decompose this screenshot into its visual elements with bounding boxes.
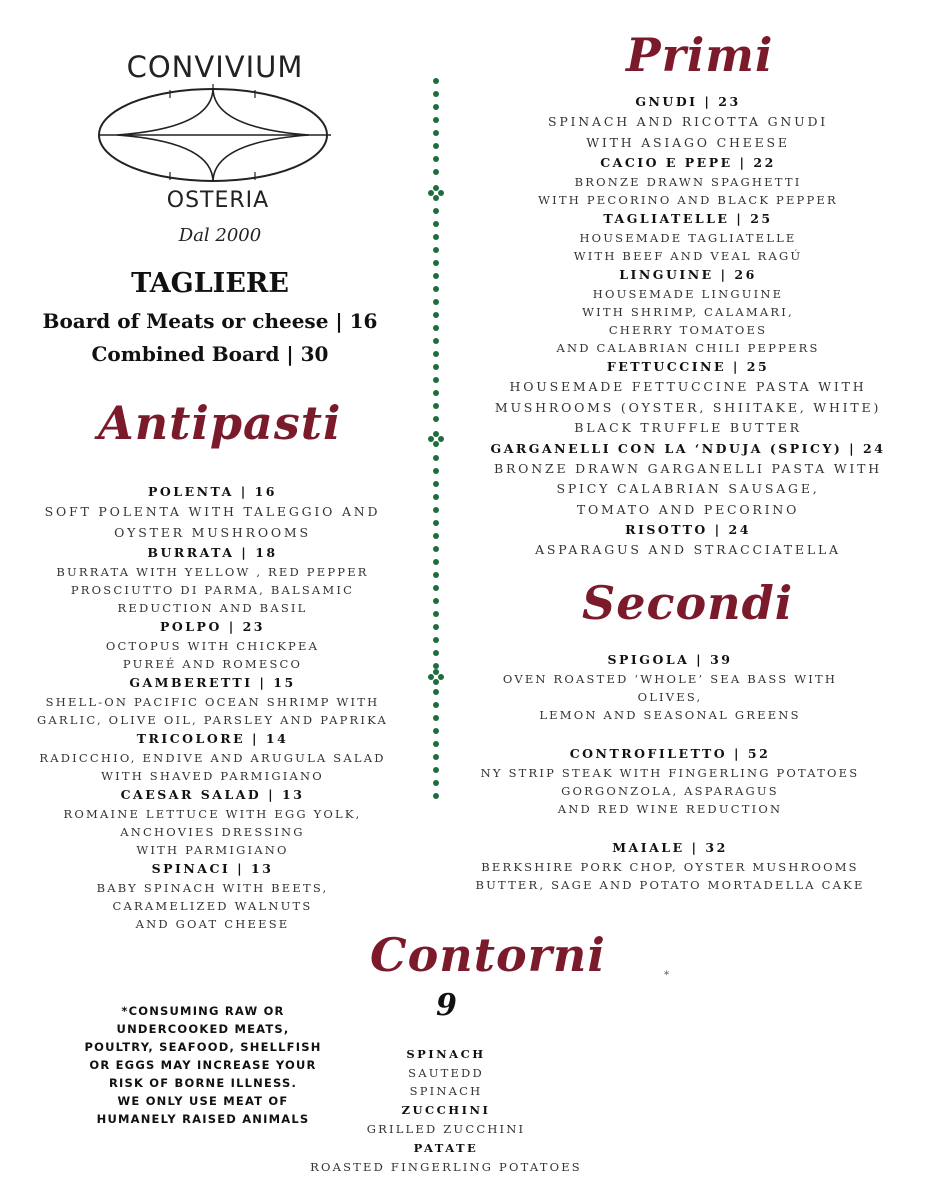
menu-item-desc: PUREÉ AND ROMESCO xyxy=(122,657,303,671)
divider-dot xyxy=(433,273,439,279)
divider-dot xyxy=(433,351,439,357)
warning-line: RISK OF BORNE ILLNESS. xyxy=(108,1076,298,1090)
menu-item-desc: BUTTER, SAGE AND POTATO MORTADELLA CAKE xyxy=(475,878,865,892)
divider-dot xyxy=(433,624,439,630)
menu-item-desc: BLACK TRUFFLE BUTTER xyxy=(574,420,802,435)
menu-item-desc: BERKSHIRE PORK CHOP, OYSTER MUSHROOMS xyxy=(481,860,859,874)
secondi-title: Secondi xyxy=(582,576,794,630)
divider-dot xyxy=(433,780,439,786)
divider-dot xyxy=(433,754,439,760)
menu-item-name: SPINACH xyxy=(406,1047,486,1061)
menu-item-desc: SPICY CALABRIAN SAUSAGE, xyxy=(556,481,820,496)
menu-item-desc: TOMATO AND PECORINO xyxy=(576,501,800,517)
clover-ornament-icon xyxy=(438,436,444,442)
divider-dot xyxy=(433,221,439,227)
divider-dot xyxy=(433,793,439,799)
menu-item-desc: WITH PARMIGIANO xyxy=(136,843,289,857)
divider-dot xyxy=(433,130,439,136)
clover-ornament-icon xyxy=(433,679,439,685)
divider-dot xyxy=(433,481,439,487)
warning-line: POULTRY, SEAFOOD, SHELLFISH xyxy=(84,1040,322,1054)
menu-item-desc: HOUSEMADE TAGLIATELLE xyxy=(579,231,797,245)
menu-item-desc: HOUSEMADE FETTUCCINE PASTA WITH xyxy=(509,379,867,394)
divider-dot xyxy=(433,741,439,747)
warning-line: OR EGGS MAY INCREASE YOUR xyxy=(89,1058,317,1072)
divider-dot xyxy=(433,234,439,240)
menu-item-desc: AND RED WINE REDUCTION xyxy=(557,802,783,816)
divider-dot xyxy=(433,559,439,565)
logo-subtitle: OSTERIA xyxy=(166,188,270,213)
raw-food-warning xyxy=(58,1002,348,1128)
divider-dot xyxy=(433,689,439,695)
menu-item-name: GAMBERETTI | 15 xyxy=(129,675,296,690)
clover-ornament-icon xyxy=(438,190,444,196)
antipasti-title: Antipasti xyxy=(98,396,342,450)
primi-title: Primi xyxy=(626,28,774,82)
menu-item-name: GARGANELLI CON LA ‘NDUJA (SPICY) | 24 xyxy=(490,440,886,456)
menu-item-name: ZUCCHINI xyxy=(401,1103,491,1117)
menu-item-desc: CARAMELIZED WALNUTS xyxy=(112,899,313,913)
divider-dot xyxy=(433,598,439,604)
divider-dot xyxy=(433,455,439,461)
menu-item-desc: GARLIC, OLIVE OIL, PARSLEY AND PAPRIKA xyxy=(37,713,388,727)
divider-dot xyxy=(433,767,439,773)
menu-item-name: CAESAR SALAD | 13 xyxy=(120,787,305,802)
primi-list xyxy=(488,92,888,561)
divider-dot xyxy=(433,611,439,617)
divider-dot xyxy=(433,117,439,123)
menu-item-name: SPIGOLA | 39 xyxy=(607,652,733,667)
divider-dot xyxy=(433,325,439,331)
divider-dot xyxy=(433,143,439,149)
menu-item-name: BURRATA | 18 xyxy=(147,545,278,560)
menu-item-desc: SHELL-ON PACIFIC OCEAN SHRIMP WITH xyxy=(45,695,380,709)
menu-item-name: FETTUCCINE | 25 xyxy=(606,359,770,374)
tagliere-line: Combined Board | 30 xyxy=(91,342,329,366)
menu-item-name: CONTROFILETTO | 52 xyxy=(569,746,771,761)
menu-item-desc: PROSCIUTTO DI PARMA, BALSAMIC xyxy=(70,583,355,597)
divider-dot xyxy=(433,546,439,552)
secondi-list xyxy=(470,650,870,894)
menu-item-desc: GORGONZOLA, ASPARAGUS xyxy=(561,784,779,798)
menu-item-name: CACIO E PEPE | 22 xyxy=(600,155,776,170)
menu-item-desc: OCTOPUS WITH CHICKPEA xyxy=(105,639,320,653)
menu-item-desc: BRONZE DRAWN GARGANELLI PASTA WITH xyxy=(493,460,883,476)
divider-dot xyxy=(433,494,439,500)
menu-item-name: SPINACI | 13 xyxy=(151,861,274,876)
menu-item-desc: WITH BEEF AND VEAL RAGÚ xyxy=(573,249,803,263)
contorni-title: Contorni xyxy=(370,928,606,982)
divider-dot xyxy=(433,156,439,162)
divider-dot xyxy=(433,702,439,708)
warning-line: HUMANELY RAISED ANIMALS xyxy=(96,1112,310,1126)
restaurant-logo xyxy=(95,40,345,255)
divider-dot xyxy=(433,507,439,513)
menu-item-desc: AND CALABRIAN CHILI PEPPERS xyxy=(556,341,820,355)
clover-ornament-icon xyxy=(433,441,439,447)
divider-dot xyxy=(433,416,439,422)
menu-item-name: TAGLIATELLE | 25 xyxy=(603,211,773,226)
menu-item-desc: ASPARAGUS AND STRACCIATELLA xyxy=(535,542,841,557)
divider-dot xyxy=(433,208,439,214)
divider-dot xyxy=(433,338,439,344)
divider-dot xyxy=(433,637,439,643)
warning-line: *CONSUMING RAW OR xyxy=(121,1004,285,1018)
menu-item-name: POLPO | 23 xyxy=(159,619,265,634)
divider-dot xyxy=(433,715,439,721)
divider-dot xyxy=(433,299,439,305)
divider-dot xyxy=(433,468,439,474)
tagliere-line: Board of Meats or cheese | 16 xyxy=(42,309,378,333)
menu-item-desc: WITH PECORINO AND BLACK PEPPER xyxy=(538,193,838,207)
divider-dot xyxy=(433,260,439,266)
logo-since: Dal 2000 xyxy=(178,225,262,246)
clover-ornament-icon xyxy=(433,669,439,675)
divider-dot xyxy=(433,312,439,318)
menu-item-desc: WITH SHAVED PARMIGIANO xyxy=(101,769,324,783)
logo-brand: CONVIVIUM xyxy=(126,50,304,84)
menu-item-desc: OVEN ROASTED ‘WHOLE’ SEA BASS WITH OLIVES, xyxy=(502,672,838,704)
clover-ornament-icon xyxy=(433,185,439,191)
divider-dot xyxy=(433,728,439,734)
divider-dot xyxy=(433,364,439,370)
divider-dot xyxy=(433,169,439,175)
menu-item-desc: HOUSEMADE LINGUINE xyxy=(592,287,784,301)
menu-item-desc: RADICCHIO, ENDIVE AND ARUGULA SALAD xyxy=(39,751,386,765)
logo-emblem-icon xyxy=(95,80,335,190)
divider-dot xyxy=(433,78,439,84)
asterisk-mark: * xyxy=(664,970,669,981)
menu-item-name: RISOTTO | 24 xyxy=(625,522,751,537)
menu-item-desc: BABY SPINACH WITH BEETS, xyxy=(96,881,329,895)
divider-dot xyxy=(433,390,439,396)
menu-item-desc: WITH SHRIMP, CALAMARI, xyxy=(582,305,794,319)
menu-item-desc: WITH ASIAGO CHEESE xyxy=(586,134,790,150)
menu-item-desc: ROASTED FINGERLING POTATOES xyxy=(310,1160,582,1174)
menu-item-desc: SPINACH xyxy=(409,1084,483,1098)
menu-item-name: TRICOLORE | 14 xyxy=(136,731,289,746)
divider-dot xyxy=(433,585,439,591)
menu-item-desc: SPINACH AND RICOTTA GNUDI xyxy=(547,114,829,129)
menu-item-desc: REDUCTION AND BASIL xyxy=(117,601,308,615)
menu-item-name: LINGUINE | 26 xyxy=(619,267,757,282)
antipasti-list xyxy=(30,482,395,933)
menu-item-name: MAIALE | 32 xyxy=(612,840,728,855)
divider-dot xyxy=(433,533,439,539)
divider-dot xyxy=(433,286,439,292)
menu-item-desc: OYSTER MUSHROOMS xyxy=(114,524,311,540)
menu-item-desc: SAUTEDD xyxy=(408,1066,484,1080)
warning-line: WE ONLY USE MEAT OF xyxy=(117,1094,289,1108)
divider-dot xyxy=(433,377,439,383)
clover-ornament-icon xyxy=(433,195,439,201)
menu-item-desc: LEMON AND SEASONAL GREENS xyxy=(539,708,801,722)
clover-ornament-icon xyxy=(433,431,439,437)
divider-dot xyxy=(433,650,439,656)
divider-dot xyxy=(433,91,439,97)
divider-dot xyxy=(433,104,439,110)
menu-item-desc: AND GOAT CHEESE xyxy=(135,917,290,931)
menu-item-desc: SOFT POLENTA WITH TALEGGIO AND xyxy=(44,504,381,519)
menu-item-name: PATATE xyxy=(413,1141,479,1155)
menu-item-desc: ANCHOVIES DRESSING xyxy=(120,825,305,839)
clover-ornament-icon xyxy=(438,674,444,680)
menu-item-desc: ROMAINE LETTUCE WITH EGG YOLK, xyxy=(63,807,362,821)
contorni-price: 9 xyxy=(436,988,457,1023)
menu-item-name: GNUDI | 23 xyxy=(635,94,741,109)
menu-item-desc: GRILLED ZUCCHINI xyxy=(366,1122,526,1136)
menu-item-desc: BURRATA WITH YELLOW , RED PEPPER xyxy=(56,565,369,579)
divider-dot xyxy=(433,572,439,578)
menu-item-desc: BRONZE DRAWN SPAGHETTI xyxy=(574,175,802,189)
tagliere-section xyxy=(30,268,390,371)
dotted-divider xyxy=(436,78,438,798)
warning-line: UNDERCOOKED MEATS, xyxy=(116,1022,290,1036)
menu-item-name: POLENTA | 16 xyxy=(148,484,277,499)
menu-item-desc: CHERRY TOMATOES xyxy=(608,323,768,337)
divider-dot xyxy=(433,403,439,409)
menu-item-desc: MUSHROOMS (OYSTER, SHIITAKE, WHITE) xyxy=(494,399,882,415)
tagliere-title: TAGLIERE xyxy=(131,268,289,299)
divider-dot xyxy=(433,247,439,253)
menu-item-desc: NY STRIP STEAK WITH FINGERLING POTATOES xyxy=(480,766,860,780)
divider-dot xyxy=(433,520,439,526)
